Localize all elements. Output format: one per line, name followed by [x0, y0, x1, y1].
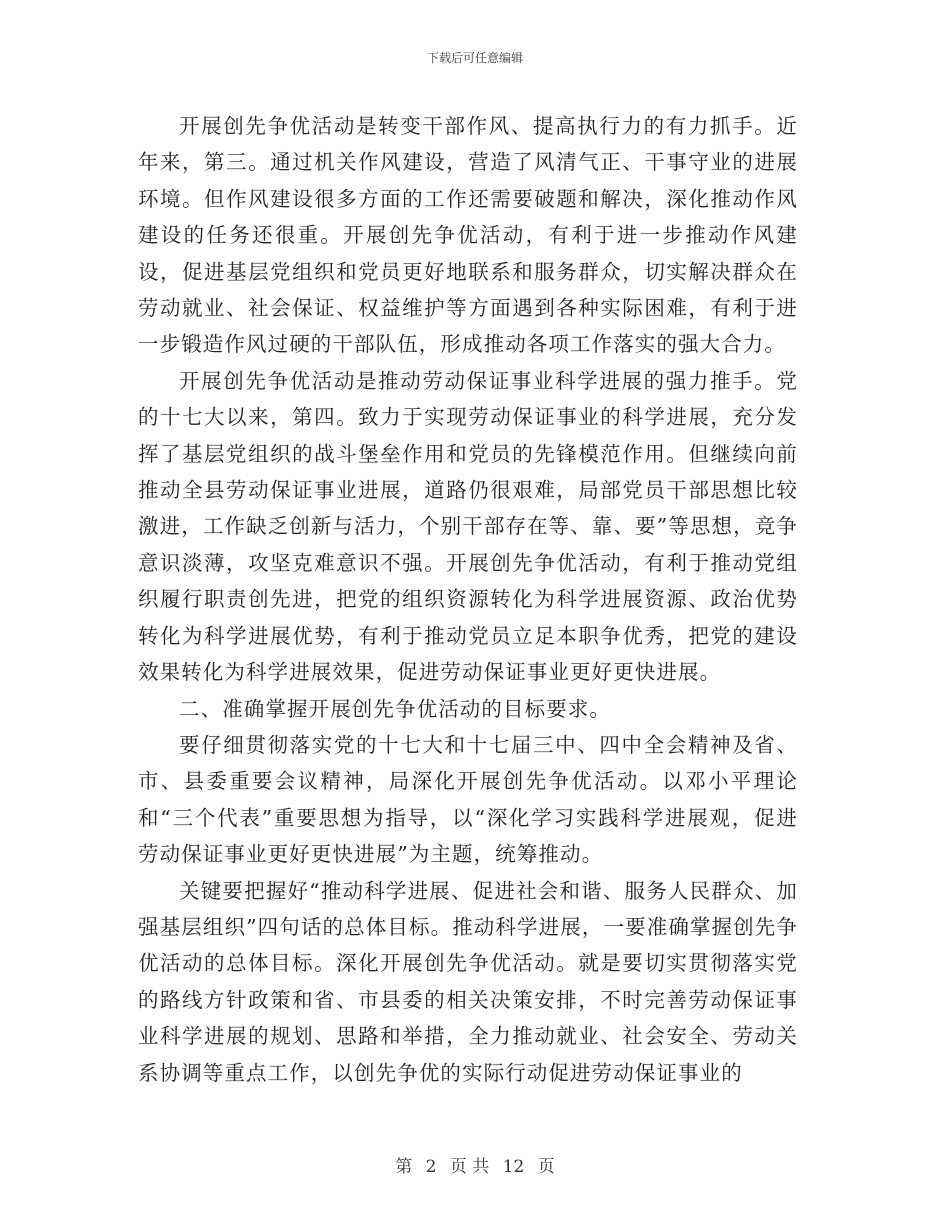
current-page-number: 2	[425, 1157, 437, 1177]
page-footer	[0, 1156, 950, 1178]
document-body	[138, 108, 798, 1091]
page-footer-prefix: 第	[395, 1157, 413, 1177]
page-header: 下载后可任意编辑	[426, 51, 523, 65]
section-heading: 二、准确掌握开展创先争优活动的目标要求。	[179, 696, 611, 721]
paragraph-2: 开展创先争优活动是推动劳动保证事业科学进展的强力推手。党的十七大以来，第四。致力于实现劳动保证事业的科学进展，充分发挥了基层党组织的战斗堡垒作用和党员的先锋模范作用。但继续向前推动全县劳动保证事业进展，道路仍很艰难，局部党员干部思想比较激进，工作缺乏创新与活力，个别干部存在等、靠、要”等思想，竞争意识淡薄，攻坚克难意识不强。开展创先争优活动，有利于推动党组织履行职责创先进，把党的组织资源转化为科学进展资源、政治优势转化为科学进展优势，有利于推动党员立足本职争优秀，把党的建设效果转化为科学进展效果，促进劳动保证事业更好更快进展。	[138, 368, 798, 685]
page-footer-suffix: 页	[537, 1157, 555, 1177]
page-footer-middle: 页 共	[449, 1157, 490, 1177]
paragraph-3: 要仔细贯彻落实党的十七大和十七届三中、四中全会精神及省、市、县委重要会议精神，局深化开展创先争优活动。以邓小平理论和“三个代表”重要思想为指导，以“深化学习实践科学进展观，促进劳动保证事业更好更快进展”为主题，统筹推动。	[138, 732, 798, 867]
total-page-count: 12	[502, 1157, 525, 1177]
paragraph-4: 关键要把握好“推动科学进展、促进社会和谐、服务人民群众、加强基层组织”四句话的总体目标。推动科学进展，一要准确掌握创先争优活动的总体目标。深化开展创先争优活动。就是要切实贯彻落实党的路线方针政策和省、市县委的相关决策安排，不时完善劳动保证事业科学进展的规划、思路和举措，全力推动就业、社会安全、劳动关系协调等重点工作，以创先争优的实际行动促进劳动保证事业的	[138, 878, 798, 1085]
paragraph-1: 开展创先争优活动是转变干部作风、提高执行力的有力抓手。近年来，第三。通过机关作风建设，营造了风清气正、干事守业的进展环境。但作风建设很多方面的工作还需要破题和解决，深化推动作风建设的任务还很重。开展创先争优活动，有利于进一步推动作风建设，促进基层党组织和党员更好地联系和服务群众，切实解决群众在劳动就业、社会保证、权益维护等方面遇到各种实际困难，有利于进一步锻造作风过硬的干部队伍，形成推动各项工作落实的强大合力。	[138, 114, 798, 357]
